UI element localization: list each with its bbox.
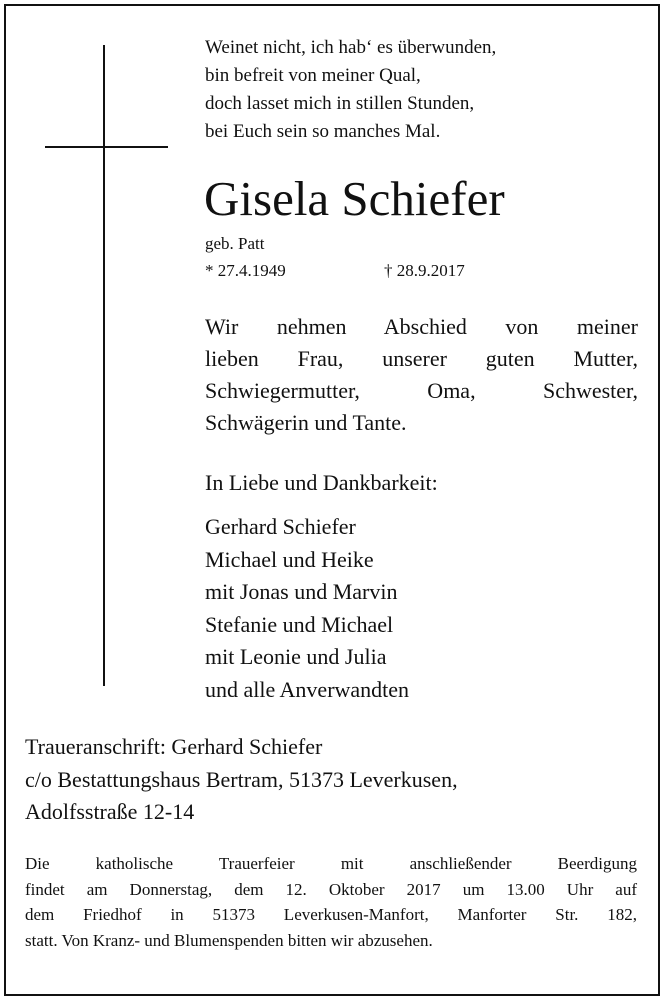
message-line: Schwiegermutter, Oma, Schwester, <box>205 378 638 403</box>
address-line: Traueranschrift: Gerhard Schiefer <box>25 734 323 759</box>
funeral-line: Die katholische Trauerfeier mit anschließender Beerdigung <box>25 854 637 873</box>
mourner-name: mit Leonie und Julia <box>205 644 387 669</box>
farewell-message <box>205 311 638 439</box>
thanks-line: In Liebe und Dankbarkeit: <box>205 470 438 495</box>
cross-horizontal-bar <box>45 146 168 148</box>
address-line: Adolfsstraße 12-14 <box>25 799 195 824</box>
deceased-name: Gisela Schiefer <box>204 171 505 226</box>
address-line: c/o Bestattungshaus Bertram, 51373 Leverkusen, <box>25 766 458 792</box>
funeral-details <box>25 851 637 953</box>
message-line: lieben Frau, unserer guten Mutter, <box>205 346 638 371</box>
funeral-line: statt. Von Kranz- und Blumenspenden bitten wir abzusehen. <box>25 930 433 950</box>
mourners-list <box>205 511 409 706</box>
mourner-name: mit Jonas und Marvin <box>205 579 398 604</box>
maiden-name: geb. Patt <box>205 234 265 253</box>
mourner-name: Stefanie und Michael <box>205 611 394 637</box>
death-date: † 28.9.2017 <box>384 261 465 280</box>
message-line: Wir nehmen Abschied von meiner <box>205 314 638 339</box>
mourner-name: und alle Anverwandten <box>205 676 410 702</box>
poem <box>205 34 496 146</box>
poem-line: bei Euch sein so manches Mal. <box>205 121 441 142</box>
birth-date: * 27.4.1949 <box>205 261 286 280</box>
message-line: Schwägerin und Tante. <box>205 410 407 435</box>
funeral-line: findet am Donnerstag, dem 12. Oktober 2017 um 13.00 Uhr auf <box>25 879 637 899</box>
cross-vertical-bar <box>103 45 105 686</box>
mourning-address <box>25 731 458 829</box>
poem-line: bin befreit von meiner Qual, <box>205 65 421 86</box>
poem-line: doch lasset mich in stillen Stunden, <box>205 93 475 114</box>
mourner-name: Gerhard Schiefer <box>205 514 356 539</box>
poem-line: Weinet nicht, ich hab‘ es überwunden, <box>205 37 497 58</box>
funeral-line: dem Friedhof in 51373 Leverkusen-Manfort, Manforter Str. 182, <box>25 905 637 924</box>
mourner-name: Michael und Heike <box>205 546 374 572</box>
